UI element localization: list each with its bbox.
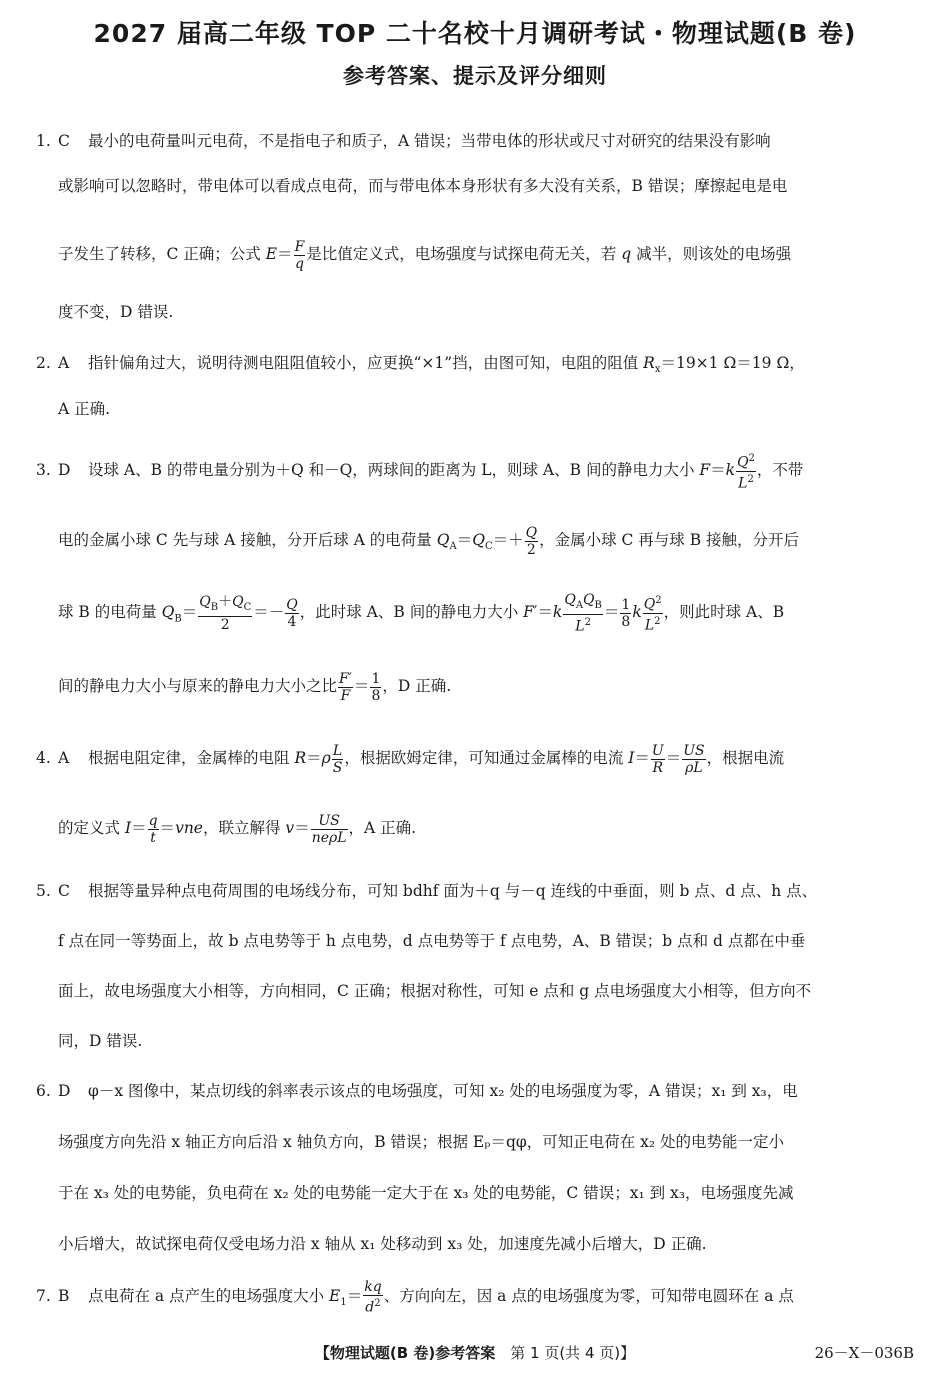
- explanation-text: ，根据电流: [706, 749, 785, 767]
- explanation-text: 指针偏角过大，说明待测电阻阻值较小，应更换“×1”挡，由图可知，电阻的阻值: [88, 354, 644, 372]
- explanation-text: 是比值定义式，电场强度与试探电荷无关，若: [306, 245, 622, 263]
- answer-letter: B: [58, 1287, 70, 1305]
- formula-fraction: $\frac{L}{S}$: [332, 742, 343, 776]
- explanation-text: ，D 正确.: [382, 677, 452, 695]
- page-title: 2027 届高二年级 TOP 二十名校十月调研考试・物理试题(B 卷): [93, 19, 857, 48]
- explanation-text: ，根据欧姆定律，可知通过金属棒的电流: [344, 749, 629, 767]
- explanation-text: 根据等量异种点电荷周围的电场线分布，可知 bdhf 面为＋q 与－q 连线的中垂面，则 b 点、d 点、h 点、: [88, 882, 818, 900]
- explanation-text: ，不带: [756, 461, 804, 479]
- formula-fraction: $\frac{Q_AQ_B}{L^2}$: [564, 592, 602, 635]
- explanation-text: 度不变，D 错误.: [58, 303, 174, 321]
- explanation-text: 面上，故电场强度大小相等，方向相同，C 正确；根据对称性，可知 e 点和 g 点电场强度大小相等，但方向不: [58, 982, 812, 1000]
- formula-fraction: $\frac{F'}{F}$: [339, 670, 352, 704]
- formula-fraction: $\frac{Q^2}{L^2}$: [737, 452, 755, 492]
- explanation-text: 点电荷在 a 点产生的电场强度大小: [88, 1287, 330, 1305]
- explanation-text: 的定义式: [58, 819, 125, 837]
- explanation-text: ，金属小球 C 再与球 B 接触，分开后: [539, 531, 800, 549]
- footer-label: 【物理试题(B 卷)参考答案: [314, 1344, 496, 1362]
- formula-fraction: $\frac{US}{\rho L}$: [683, 742, 705, 776]
- explanation-text: 小后增大，故试探电荷仅受电场力沿 x 轴从 x₁ 处移动到 x₃ 处，加速度先减小后增大，D 正确.: [58, 1235, 707, 1253]
- question-6: [36, 1076, 916, 1253]
- question-7: 7. B 点电荷在 a 点产生的电场强度大小 $E_1=$ $\frac{kq}{d^2}$ 、方向向左，因 a 点的电场强度为零，可知带电圆环在 a 点: [36, 1276, 916, 1323]
- explanation-text: 、方向向左，因 a 点的电场强度为零，可知带电圆环在 a 点: [383, 1287, 794, 1305]
- explanation-text: f 点在同一等势面上，故 b 点电势等于 h 点电势，d 点电势等于 f 点电势，A、B 错误；b 点和 d 点都在中垂: [58, 932, 806, 950]
- answer-letter: A: [58, 354, 70, 372]
- question-2: 2. A 指针偏角过大，说明待测电阻阻值较小，应更换“×1”挡，由图可知，电阻的阻值 $R_x=19\times 1$ Ω＝19 Ω， A 正确.: [36, 348, 916, 385]
- formula-fraction: $\frac{F}{q}$: [294, 238, 305, 272]
- question-3: 3. D 设球 A、B 的带电量分别为＋Q 和－Q，两球间的距离为 L，则球 A、B 间的静电力大小 F＝k $\frac{Q^2}{L^2}$ ，不带 电的金属小球 C 先与球 A 接触，分开后球 A 的电荷量 $Q_A=Q_C=+$ $\frac{Q}{2}$ ，金属小球 C 再与球 B 接触，分开后 球 B 的电荷量 $Q_B=$ $\frac{Q_B+Q_C}{2}$ ＝－ $\frac{Q}{4}$ ，此时球 A、B 间的静电力大小 F′＝k $\frac{Q_AQ_B}{L^2}$ ＝ $\frac{1}{8}$ k $\frac{Q^2}{L^2}$ ，则此时球 A、B 间的静电力大小与原来的静电力大小之比 $\frac{F'}{F}$ ＝ $\frac{1}{8}$ ，D 正确.: [36, 450, 916, 491]
- footer-page-number: 第 1 页(共 4 页)】: [510, 1344, 636, 1362]
- formula-fraction: $\frac{1}{8}$: [621, 596, 631, 630]
- explanation-text: 于在 x₃ 处的电势能，负电荷在 x₂ 处的电势能一定大于在 x₃ 处的电势能，C 错误；x₁ 到 x₃，电场强度先减: [58, 1184, 794, 1202]
- explanation-text: 球 B 的电荷量: [58, 603, 162, 622]
- question-number: 2.: [36, 354, 51, 372]
- explanation-text: ，此时球 A、B 间的静电力大小: [299, 603, 524, 622]
- explanation-text: 子发生了转移，C 正确；公式: [58, 245, 266, 263]
- explanation-text: 设球 A、B 的带电量分别为＋Q 和－Q，两球间的距离为 L，则球 A、B 间的静电力大小: [88, 461, 700, 479]
- explanation-text: 最小的电荷量叫元电荷，不是指电子和质子，A 错误；当带电体的形状或尺寸对研究的结果没有影响: [88, 132, 771, 150]
- question-number: 1.: [36, 132, 51, 150]
- explanation-text: A 正确.: [58, 400, 111, 418]
- explanation-text: 减半，则该处的电场强: [631, 245, 792, 263]
- question-5: [36, 876, 916, 1050]
- formula-fraction: $\frac{U}{R}$: [651, 742, 664, 776]
- formula-fraction: $\frac{kq}{d^2}$: [364, 1278, 382, 1316]
- answer-letter: C: [58, 132, 70, 150]
- answer-letter: D: [58, 461, 71, 479]
- explanation-text: 同，D 错误.: [58, 1032, 143, 1050]
- answer-letter: D: [58, 1082, 71, 1100]
- formula-fraction: $\frac{Q}{2}$: [525, 524, 538, 558]
- explanation-text: φ－x 图像中，某点切线的斜率表示该点的电场强度，可知 x₂ 处的电场强度为零，A 错误；x₁ 到 x₃，电: [88, 1082, 798, 1100]
- footer-code: 26－X－036B: [814, 1344, 914, 1362]
- explanation-text: 场强度方向先沿 x 轴正方向后沿 x 轴负方向，B 错误；根据 Eₚ＝qφ，可知正电荷在 x₂ 处的电势能一定小: [58, 1133, 785, 1151]
- formula-fraction: $\frac{Q_B+Q_C}{2}$: [199, 593, 252, 633]
- formula-fraction: $\frac{Q^2}{L^2}$: [643, 595, 662, 634]
- question-4: 4. A 根据电阻定律，金属棒的电阻 R＝ρ $\frac{L}{S}$ ，根据欧姆定律，可知通过金属棒的电流 I＝ $\frac{U}{R}$ ＝ $\frac{US}{\rho L}$ ，根据电流 的定义式 I＝ $\frac{q}{t}$ ＝vne，联立解得 v＝ $\frac{US}{\text{neρL}}$ ，A 正确.: [36, 738, 916, 778]
- explanation-text: ＝19×1 Ω＝19 Ω，: [660, 354, 805, 372]
- question-number: 3.: [36, 461, 51, 479]
- explanation-text: 根据电阻定律，金属棒的电阻: [88, 749, 295, 767]
- formula-fraction: $\frac{1}{8}$: [371, 670, 381, 704]
- page-subtitle: 参考答案、提示及评分细则: [343, 64, 607, 88]
- explanation-text: 间的静电力大小与原来的静电力大小之比: [58, 677, 338, 695]
- question-number: 4.: [36, 749, 51, 767]
- explanation-text: ，则此时球 A、B: [663, 603, 785, 622]
- explanation-text: 或影响可以忽略时，带电体可以看成点电荷，而与带电体本身形状有多大没有关系，B 错误；摩擦起电是电: [58, 177, 788, 195]
- formula-fraction: $\frac{US}{\text{neρL}}$: [311, 812, 347, 846]
- question-number: 5.: [36, 882, 51, 900]
- explanation-text: 电的金属小球 C 先与球 A 接触，分开后球 A 的电荷量: [58, 531, 437, 549]
- explanation-text: ，联立解得: [202, 819, 286, 837]
- explanation-text: ，A 正确.: [348, 819, 417, 837]
- page-footer: [0, 1342, 950, 1366]
- formula-fraction: $\frac{q}{t}$: [148, 812, 158, 846]
- answer-letter: C: [58, 882, 70, 900]
- question-number: 6.: [36, 1082, 51, 1100]
- question-number: 7.: [36, 1287, 51, 1305]
- answer-letter: A: [58, 749, 70, 767]
- formula-fraction: $\frac{Q}{4}$: [286, 596, 298, 630]
